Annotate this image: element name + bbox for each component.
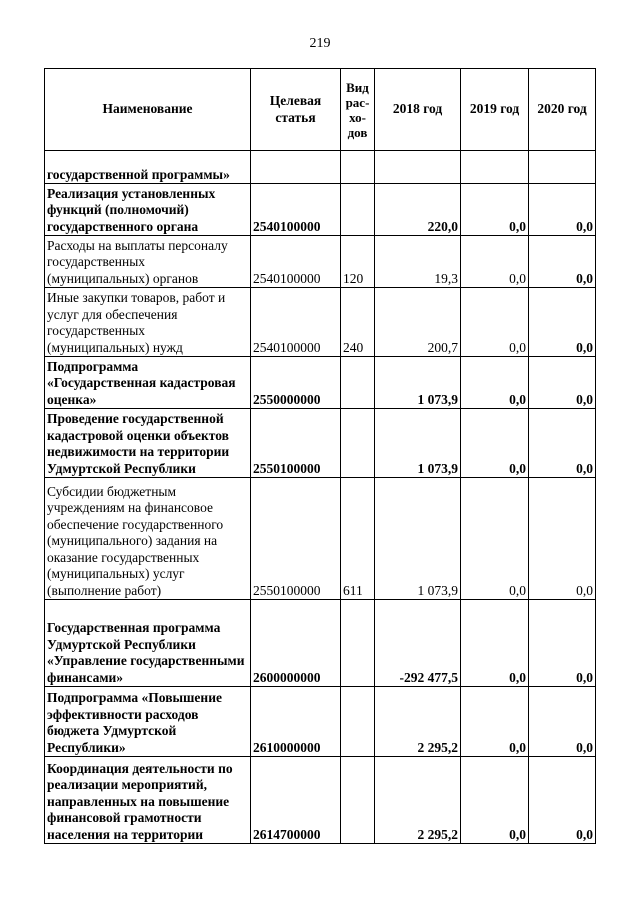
row-name: Реализация установленных функций (полномочий) государственного органа	[45, 184, 251, 236]
row-2019: 0,0	[461, 236, 529, 288]
row-vid	[341, 151, 375, 184]
row-2020: 0,0	[529, 236, 596, 288]
row-code: 2540100000	[251, 288, 341, 357]
row-2020	[529, 151, 596, 184]
row-2020: 0,0	[529, 357, 596, 409]
row-vid	[341, 687, 375, 757]
row-code: 2614700000	[251, 757, 341, 844]
row-2020: 0,0	[529, 288, 596, 357]
row-code: 2610000000	[251, 687, 341, 757]
row-code: 2550000000	[251, 357, 341, 409]
row-vid: 120	[341, 236, 375, 288]
table-header-row	[45, 69, 596, 151]
row-name: Координация деятельности по реализации мероприятий, направленных на повышение финансовой грамотности населения на территории	[45, 757, 251, 844]
table-row	[45, 409, 596, 478]
header-2018: 2018 год	[375, 69, 461, 151]
budget-table	[44, 68, 596, 844]
row-2018: 2 295,2	[375, 757, 461, 844]
header-code: Целевая статья	[251, 69, 341, 151]
row-code: 2550100000	[251, 478, 341, 600]
row-2018: 220,0	[375, 184, 461, 236]
row-2019: 0,0	[461, 288, 529, 357]
row-2020: 0,0	[529, 600, 596, 687]
row-2019: 0,0	[461, 757, 529, 844]
row-2018: 1 073,9	[375, 478, 461, 600]
table-row	[45, 357, 596, 409]
row-2019: 0,0	[461, 184, 529, 236]
row-vid: 611	[341, 478, 375, 600]
row-vid	[341, 409, 375, 478]
row-vid	[341, 357, 375, 409]
row-2019: 0,0	[461, 357, 529, 409]
table-row	[45, 184, 596, 236]
row-2020: 0,0	[529, 757, 596, 844]
row-2018: 2 295,2	[375, 687, 461, 757]
table-row	[45, 151, 596, 184]
row-2020: 0,0	[529, 687, 596, 757]
header-2019: 2019 год	[461, 69, 529, 151]
row-2019: 0,0	[461, 409, 529, 478]
row-vid	[341, 600, 375, 687]
row-name: Государственная программа Удмуртской Республики «Управление государственными финансами»	[45, 600, 251, 687]
row-name: государственной программы»	[45, 151, 251, 184]
row-2019	[461, 151, 529, 184]
row-2020: 0,0	[529, 478, 596, 600]
row-2019: 0,0	[461, 600, 529, 687]
table-row	[45, 478, 596, 600]
row-name: Иные закупки товаров, работ и услуг для обеспечения государственных (муниципальных) нужд	[45, 288, 251, 357]
row-code: 2600000000	[251, 600, 341, 687]
row-name: Субсидии бюджетным учреждениям на финансовое обеспечение государственного (муниципального) задания на оказание государственных (муниципальных) услуг (выполнение работ)	[45, 478, 251, 600]
table-row	[45, 600, 596, 687]
header-vid: Вид рас-хо-дов	[341, 69, 375, 151]
row-2018: 1 073,9	[375, 357, 461, 409]
row-2018: 200,7	[375, 288, 461, 357]
row-code	[251, 151, 341, 184]
row-2019: 0,0	[461, 687, 529, 757]
row-name: Подпрограмма «Государственная кадастровая оценка»	[45, 357, 251, 409]
table-row	[45, 288, 596, 357]
row-2018	[375, 151, 461, 184]
row-2019: 0,0	[461, 478, 529, 600]
row-2018: 1 073,9	[375, 409, 461, 478]
row-name: Расходы на выплаты персоналу государственных (муниципальных) органов	[45, 236, 251, 288]
table-row	[45, 687, 596, 757]
header-name: Наименование	[45, 69, 251, 151]
table-row	[45, 236, 596, 288]
row-name: Подпрограмма «Повышение эффективности расходов бюджета Удмуртской Республики»	[45, 687, 251, 757]
row-code: 2540100000	[251, 236, 341, 288]
header-2020: 2020 год	[529, 69, 596, 151]
row-vid	[341, 757, 375, 844]
row-2020: 0,0	[529, 409, 596, 478]
row-2018: -292 477,5	[375, 600, 461, 687]
table-row	[45, 757, 596, 844]
row-2020: 0,0	[529, 184, 596, 236]
row-code: 2540100000	[251, 184, 341, 236]
row-code: 2550100000	[251, 409, 341, 478]
row-vid: 240	[341, 288, 375, 357]
row-name: Проведение государственной кадастровой оценки объектов недвижимости на территории Удмуртской Республики	[45, 409, 251, 478]
page-number: 219	[309, 36, 331, 51]
row-vid	[341, 184, 375, 236]
row-2018: 19,3	[375, 236, 461, 288]
